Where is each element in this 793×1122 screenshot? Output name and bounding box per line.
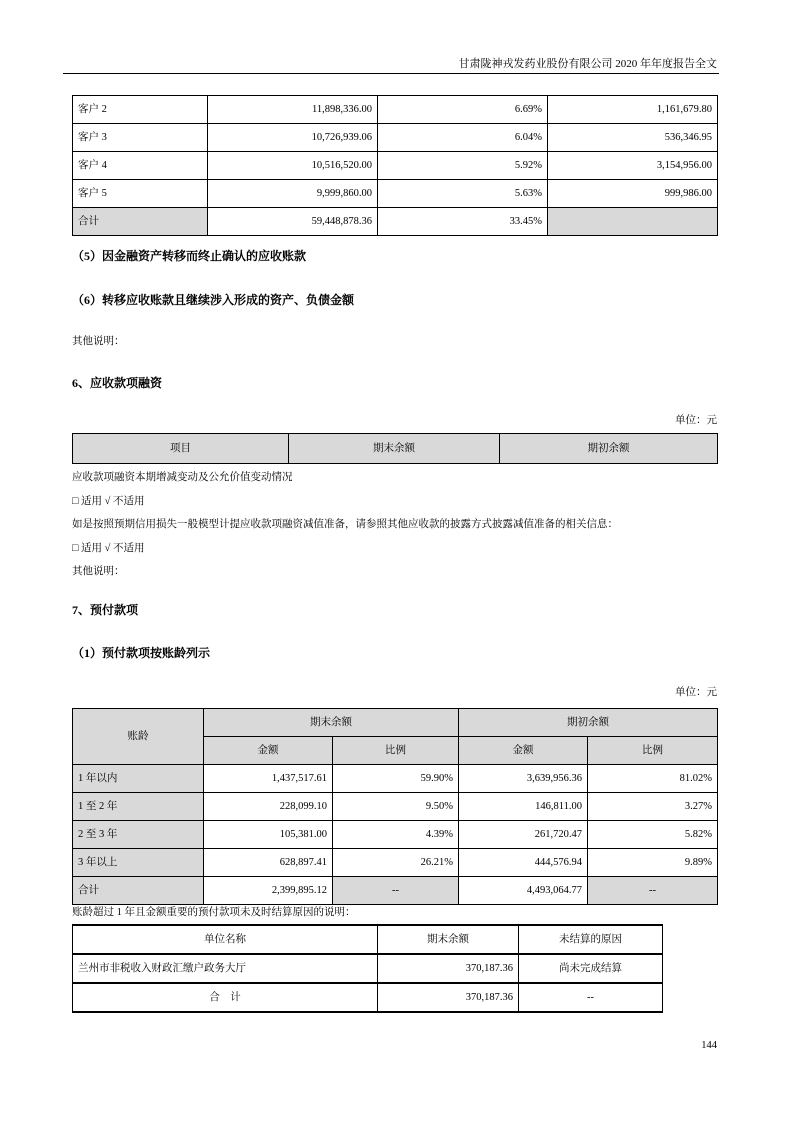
total-label-cell: 合 计 [73, 983, 378, 1012]
col-begin-balance: 期初余额 [459, 709, 718, 737]
amount-cell: 261,720.47 [459, 821, 588, 849]
running-header [459, 56, 718, 72]
col-ratio: 比例 [333, 737, 459, 765]
page-number: 144 [701, 1040, 717, 1051]
amount-cell: 628,897.41 [204, 849, 333, 877]
table-row [73, 96, 718, 124]
ratio-cell: 5.92% [378, 152, 548, 180]
table-row [73, 765, 718, 793]
unit-label-1: 单位：元 [675, 415, 717, 426]
table-row-total [73, 983, 663, 1012]
age-label-cell: 3 年以上 [73, 849, 204, 877]
amount-cell: 1,437,517.61 [204, 765, 333, 793]
amount-cell: 444,576.94 [459, 849, 588, 877]
amount-cell: 2,399,895.12 [204, 877, 333, 905]
aging-table [72, 708, 718, 905]
financing-change-line: 应收款项融资本期增减变动及公允价值变动情况 [72, 472, 293, 483]
customer-table [72, 95, 718, 236]
ratio-cell: 59.90% [333, 765, 459, 793]
table-row [73, 793, 718, 821]
col-end-balance: 期末余额 [204, 709, 459, 737]
reason-cell: -- [519, 983, 663, 1012]
unit-label-2: 单位：元 [675, 687, 717, 698]
table-header-row [73, 925, 663, 954]
col-age: 账龄 [73, 709, 204, 765]
col-begin-balance: 期初余额 [500, 434, 718, 464]
unit-name-cell: 兰州市非税收入财政汇缴户政务大厅 [73, 954, 378, 983]
begin-balance-cell: 536,346.95 [548, 124, 718, 152]
table-row-total [73, 877, 718, 905]
amount-cell: 3,639,956.36 [459, 765, 588, 793]
amount-cell: 228,099.10 [204, 793, 333, 821]
ratio-cell: 26.21% [333, 849, 459, 877]
header-title: 甘肃陇神戎发药业股份有限公司 2020 年年度报告全文 [458, 58, 717, 70]
ratio-cell: 9.89% [588, 849, 718, 877]
ratio-cell: 5.63% [378, 180, 548, 208]
ratio-cell: -- [333, 877, 459, 905]
amount-cell: 9,999,860.00 [208, 180, 378, 208]
amount-cell: 10,516,520.00 [208, 152, 378, 180]
financing-table [72, 433, 718, 464]
applicable-line-2: □ 适用 √ 不适用 [72, 543, 145, 554]
table-row [73, 821, 718, 849]
heading-sec6: 6、应收款项融资 [72, 376, 163, 390]
col-ratio: 比例 [588, 737, 718, 765]
col-item: 项目 [73, 434, 289, 464]
amount-cell: 59,448,878.36 [208, 208, 378, 236]
impairment-line: 如是按照预期信用损失一般模型计提应收款项融资减值准备，请参照其他应收款的披露方式披露减值准备的相关信息： [72, 519, 618, 530]
customer-label-cell: 客户 3 [73, 124, 208, 152]
table-row [73, 124, 718, 152]
col-unsettled-reason: 未结算的原因 [519, 925, 663, 954]
begin-balance-cell: 3,154,956.00 [548, 152, 718, 180]
amount-cell: 370,187.36 [378, 983, 519, 1012]
customer-label-cell: 客户 4 [73, 152, 208, 180]
heading-s6-transfer: （6）转移应收账款且继续涉入形成的资产、负债金额 [72, 293, 355, 307]
begin-balance-cell: 1,161,679.80 [548, 96, 718, 124]
reason-cell: 尚未完成结算 [519, 954, 663, 983]
settlement-table [72, 924, 663, 1013]
table-row [73, 954, 663, 983]
amount-cell: 11,898,336.00 [208, 96, 378, 124]
total-label-cell: 合计 [73, 877, 204, 905]
total-label-cell: 合计 [73, 208, 208, 236]
ratio-cell: 33.45% [378, 208, 548, 236]
table-header-row [73, 709, 718, 737]
applicable-line-1: □ 适用 √ 不适用 [72, 496, 145, 507]
ratio-cell: 6.04% [378, 124, 548, 152]
col-end-balance: 期末余额 [289, 434, 500, 464]
age-label-cell: 1 至 2 年 [73, 793, 204, 821]
amount-cell: 10,726,939.06 [208, 124, 378, 152]
col-end-balance: 期末余额 [378, 925, 519, 954]
table-header-row [73, 434, 718, 464]
age-label-cell: 1 年以内 [73, 765, 204, 793]
age-label-cell: 2 至 3 年 [73, 821, 204, 849]
begin-balance-cell: 999,986.00 [548, 180, 718, 208]
col-unit-name: 单位名称 [73, 925, 378, 954]
table-row [73, 180, 718, 208]
ratio-cell: -- [588, 877, 718, 905]
amount-cell: 370,187.36 [378, 954, 519, 983]
header-rule [63, 73, 719, 74]
ratio-cell: 5.82% [588, 821, 718, 849]
ratio-cell: 4.39% [333, 821, 459, 849]
ratio-cell: 6.69% [378, 96, 548, 124]
table-row [73, 849, 718, 877]
amount-cell: 105,381.00 [204, 821, 333, 849]
customer-label-cell: 客户 2 [73, 96, 208, 124]
settle-note: 账龄超过 1 年且金额重要的预付款项未及时结算原因的说明： [72, 907, 356, 918]
table-row-total [73, 208, 718, 236]
col-amount: 金额 [204, 737, 333, 765]
heading-s7-1: （1）预付款项按账龄列示 [72, 646, 211, 660]
table-row [73, 152, 718, 180]
begin-balance-cell-empty [548, 208, 718, 236]
heading-s5: （5）因金融资产转移而终止确认的应收账款 [72, 249, 307, 263]
col-amount: 金额 [459, 737, 588, 765]
heading-sec7: 7、预付款项 [72, 603, 139, 617]
ratio-cell: 81.02% [588, 765, 718, 793]
ratio-cell: 9.50% [333, 793, 459, 821]
ratio-cell: 3.27% [588, 793, 718, 821]
customer-label-cell: 客户 5 [73, 180, 208, 208]
amount-cell: 146,811.00 [459, 793, 588, 821]
other-note-1: 其他说明： [72, 336, 125, 347]
other-note-2: 其他说明： [72, 566, 125, 577]
amount-cell: 4,493,064.77 [459, 877, 588, 905]
